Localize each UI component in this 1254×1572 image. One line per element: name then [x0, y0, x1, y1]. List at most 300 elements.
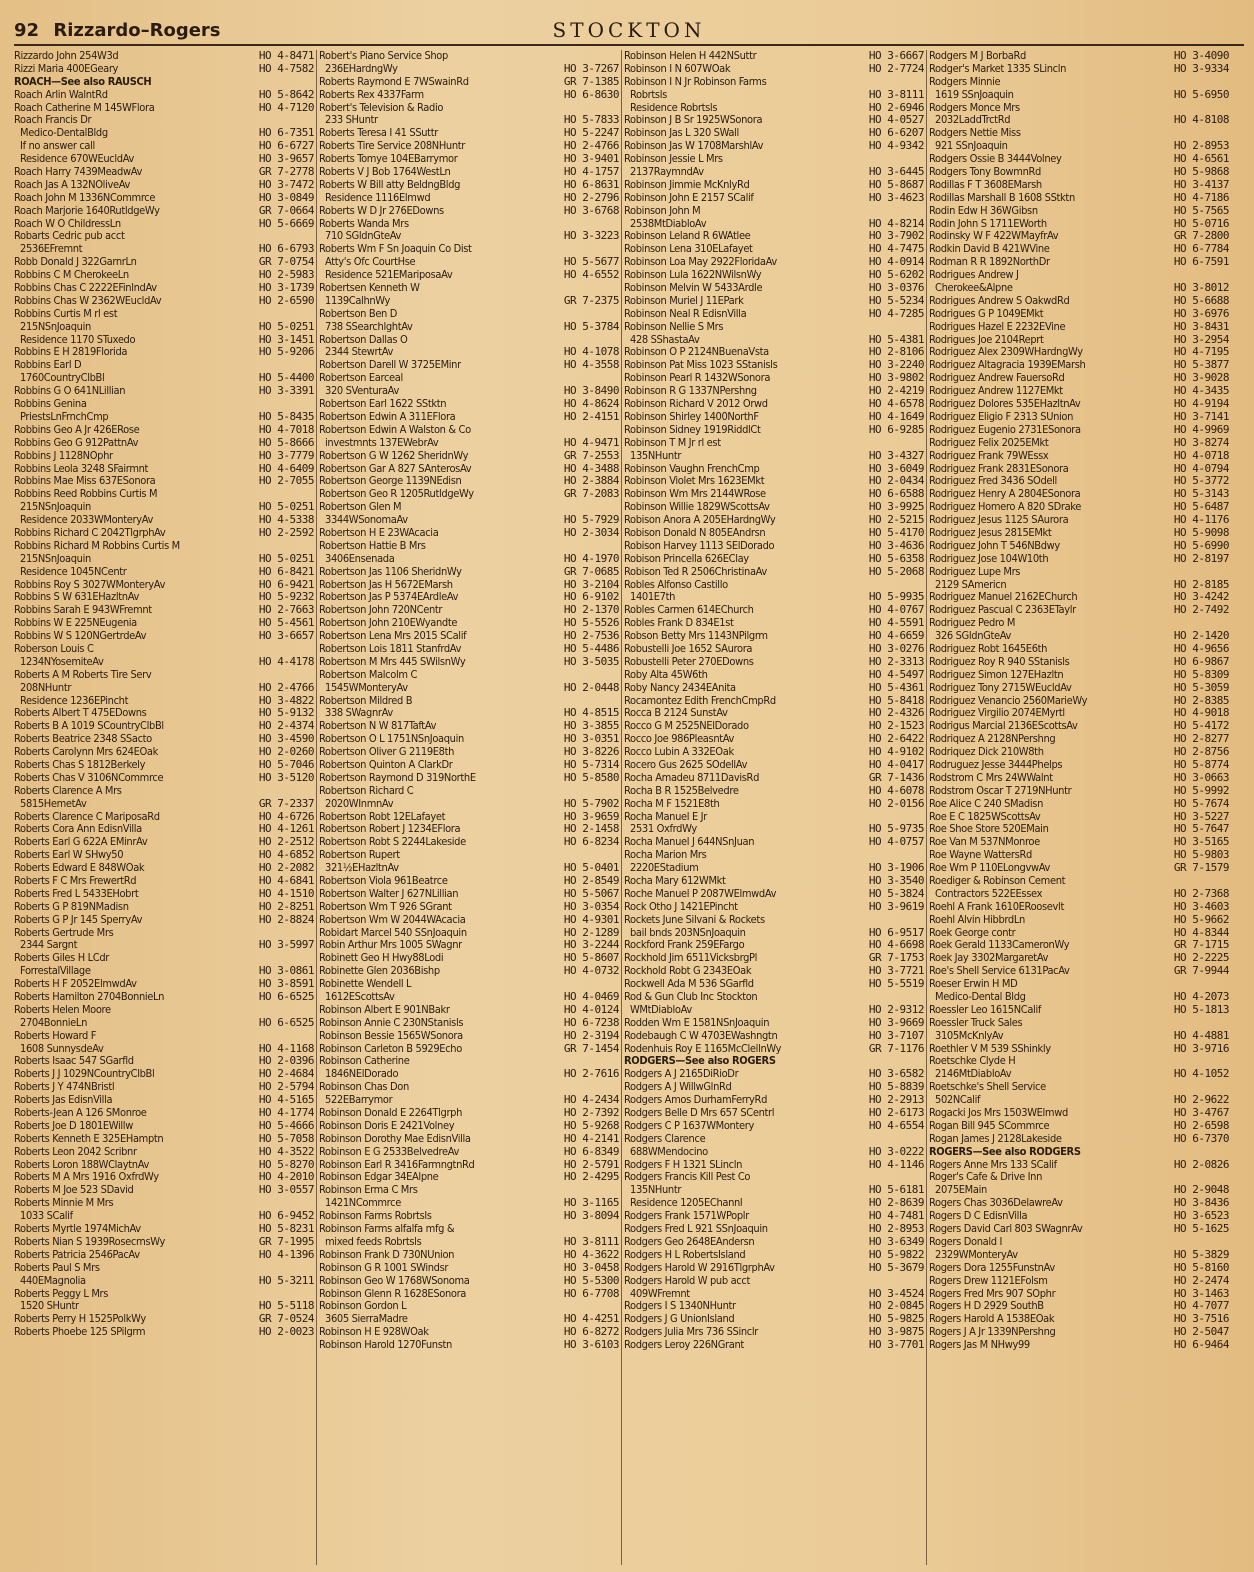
- listing-text: Roberts A M Roberts Tire Serv: [14, 668, 152, 681]
- listing-text: Roger's Cafe & Drive Inn: [929, 1171, 1043, 1184]
- listing-entry: [624, 733, 924, 746]
- listing-entry: [319, 321, 619, 334]
- phone-number: HO 3-9028: [1173, 372, 1229, 385]
- listing-entry: [929, 1133, 1229, 1146]
- listing-text: Roeser Erwin H MD: [929, 978, 1018, 991]
- listing-text: Rogacki Jos Mrs 1503WElmwd: [929, 1107, 1068, 1120]
- listing-text: Rogan James J 2128Lakeside: [929, 1132, 1062, 1145]
- listing-entry: [14, 875, 314, 888]
- phone-number: HO 4-3435: [1173, 385, 1229, 398]
- phone-number: HO 2-6598: [1173, 1119, 1229, 1132]
- listing-entry: [14, 836, 314, 849]
- phone-number: HO 4-1774: [258, 1107, 314, 1120]
- listing-entry: [319, 695, 619, 708]
- phone-number: HO 6-8272: [563, 1326, 619, 1339]
- phone-number: HO 3-4242: [1173, 591, 1229, 604]
- listing-text: Robertson M Mrs 445 SWilsnWy: [319, 655, 466, 668]
- listing-text: Roberts Earl G 622A EMinrAv: [14, 836, 148, 849]
- cross-reference: [929, 1146, 1229, 1159]
- listing-text: Robinson Pat Miss 1023 SStanisls: [624, 359, 778, 372]
- listing-entry: [929, 746, 1229, 759]
- listing-text: Robertson Quinton A ClarkDr: [319, 758, 453, 771]
- listing-entry: [319, 1184, 619, 1197]
- listing-text: Robertson Lena Mrs 2015 SCalif: [319, 630, 467, 643]
- listing-text: Roberts Wm F Sn Joaquin Co Dist: [319, 243, 472, 256]
- phone-number: HO 6-9452: [258, 1210, 314, 1223]
- listing-entry: [319, 991, 619, 1004]
- listing-text: Rodriguez Altagracia 1939EMarsh: [929, 359, 1086, 372]
- listing-entry: [14, 346, 314, 359]
- listing-text: Robinson Muriel J 11EPark: [624, 294, 744, 307]
- listing-text: Rizzi Maria 400EGeary: [14, 62, 119, 75]
- listing-text: Robbins Geo A Jr 426ERose: [14, 423, 140, 436]
- listing-entry: [319, 579, 619, 592]
- listing-text: Rodriguez John T 546NBdwy: [929, 539, 1060, 552]
- phone-number: HO 5-8687: [868, 178, 924, 191]
- phone-number: HO 2-7368: [1173, 887, 1229, 900]
- listing-entry: [319, 205, 619, 218]
- listing-entry: [929, 901, 1229, 914]
- listing-text: Rocha Amadeu 8711DavisRd: [624, 771, 760, 784]
- listing-text: If no answer call: [20, 140, 95, 153]
- listing-entry: [929, 230, 1229, 243]
- phone-number: HO 3-6667: [868, 50, 924, 62]
- listing-entry: [929, 102, 1229, 115]
- listing-entry: [929, 346, 1229, 359]
- listing-text: Rodriguez Lupe Mrs: [929, 565, 1021, 578]
- listing-entry: [14, 1055, 314, 1068]
- listing-entry: [929, 630, 1229, 643]
- phone-number: HO 5-0251: [258, 320, 314, 333]
- phone-number: HO 2-9622: [1173, 1094, 1229, 1107]
- listing-entry: [14, 1326, 314, 1339]
- listing-entry: [624, 1249, 924, 1262]
- listing-text: Robinson J B Sr 1925WSonora: [624, 114, 763, 127]
- listing-text: Rocha M F 1521E8th: [624, 797, 720, 810]
- listing-entry: [319, 759, 619, 772]
- listing-text: Rodriguez Roy R 940 SStanisls: [929, 655, 1070, 668]
- listing-entry: [319, 179, 619, 192]
- phone-number: HO 3-6103: [563, 1339, 619, 1352]
- phone-number: HO 5-7929: [563, 514, 619, 527]
- listing-entry: [929, 811, 1229, 824]
- listing-text: Contractors 522EEssex: [935, 887, 1043, 900]
- phone-number: HO 6-8234: [563, 836, 619, 849]
- listing-text: Rock Otho J 1421EPincht: [624, 900, 738, 913]
- phone-number: HO 5-8607: [563, 952, 619, 965]
- listing-text: 1846NElDorado: [325, 1068, 399, 1081]
- listing-text: Residence 1116Elmwd: [325, 191, 431, 204]
- listing-text: 1520 SHuntr: [20, 1300, 79, 1313]
- listing-text: RODGERS—See also ROGERS: [624, 1055, 776, 1068]
- listing-text: Robinson John E 2157 SCalif: [624, 191, 754, 204]
- listing-text: Rogan Bill 945 SCommrce: [929, 1119, 1050, 1132]
- listing-text: Robinson Glenn R 1628ESonora: [319, 1287, 467, 1300]
- listing-entry: [14, 372, 314, 385]
- phone-number: GR 7-1454: [563, 1042, 619, 1055]
- listing-entry: [319, 1197, 619, 1210]
- listing-entry: [319, 437, 619, 450]
- phone-number: HO 4-9102: [868, 746, 924, 759]
- listing-text: Robarts Cedric pub acct: [14, 230, 125, 243]
- phone-number: HO 4-7018: [258, 423, 314, 436]
- phone-number: HO 4-9656: [1173, 642, 1229, 655]
- phone-number: HO 3-9657: [258, 153, 314, 166]
- phone-number: HO 3-0222: [868, 1145, 924, 1158]
- phone-number: GR 7-2800: [1173, 230, 1229, 243]
- listing-text: Robbins Sarah E 943WFremnt: [14, 604, 152, 617]
- listing-text: Rogers H D 2929 SouthB: [929, 1300, 1044, 1313]
- phone-number: HO 3-8226: [563, 746, 619, 759]
- listing-entry: [319, 1171, 619, 1184]
- listing-entry: [319, 849, 619, 862]
- listing-text: Rod & Gun Club Inc Stockton: [624, 991, 758, 1004]
- listing-text: Residence 1045NCentr: [20, 565, 127, 578]
- listing-entry: [624, 295, 924, 308]
- listing-text: 2129 SAmericn: [935, 578, 1007, 591]
- listing-entry: [624, 398, 924, 411]
- listing-entry: [624, 952, 924, 965]
- listing-text: Rodrigues Hazel E 2232EVine: [929, 320, 1066, 333]
- listing-text: Rodriquez A 2128NPershng: [929, 733, 1056, 746]
- listing-text: 3605 SierraMadre: [325, 1313, 408, 1326]
- listing-text: Rodgers Amos DurhamFerryRd: [624, 1094, 767, 1107]
- listing-text: 2075EMain: [935, 1184, 987, 1197]
- listing-text: 1760CountryClbBl: [20, 372, 105, 385]
- listing-text: 1608 SunnysdeAv: [20, 1042, 104, 1055]
- listing-text: Roach John M 1336NCommrce: [14, 191, 156, 204]
- listing-text: Robinson Helen H 442NSuttr: [624, 50, 757, 62]
- listing-text: Rodman R R 1892NorthDr: [929, 256, 1050, 269]
- listing-text: Residence 1170 STuxedo: [20, 333, 136, 346]
- listing-text: Robertson Rupert: [319, 849, 400, 862]
- listing-entry: [624, 785, 924, 798]
- listing-entry: [319, 1030, 619, 1043]
- listing-entry: [929, 1300, 1229, 1313]
- listing-entry: [319, 346, 619, 359]
- listing-entry: [624, 1288, 924, 1301]
- phone-number: HO 3-9401: [563, 153, 619, 166]
- listing-text: Rocco Lubin A 332EOak: [624, 746, 734, 759]
- listing-entry: [319, 1262, 619, 1275]
- listing-text: Robertson Gar A 827 SAnterosAv: [319, 462, 472, 475]
- listing-entry: [929, 153, 1229, 166]
- phone-number: HO 4-6578: [868, 398, 924, 411]
- listing-text: Rocha Mary 612WMkt: [624, 875, 726, 887]
- listing-entry: [624, 991, 924, 1004]
- phone-number: HO 4-8471: [258, 50, 314, 62]
- phone-number: HO 5-9803: [1173, 849, 1229, 862]
- listing-entry: [319, 901, 619, 914]
- listing-text: 215NSnJoaquin: [20, 501, 91, 514]
- listing-text: Roe E C 1825WScottsAv: [929, 810, 1041, 823]
- listing-text: Robinson Jas L 320 SWall: [624, 127, 739, 140]
- listing-entry: [929, 256, 1229, 269]
- listing-entry: [319, 114, 619, 127]
- phone-number: HO 5-4561: [258, 617, 314, 630]
- listing-entry: [319, 1313, 619, 1326]
- listing-entry: [319, 1133, 619, 1146]
- listing-text: Robbins Geo G 912PattnAv: [14, 436, 139, 449]
- phone-number: HO 6-7238: [563, 1016, 619, 1029]
- listing-entry: [319, 669, 619, 682]
- listing-text: Robison Harvey 1113 SElDorado: [624, 539, 775, 552]
- listing-text: Robbins Curtis M rl est: [14, 307, 118, 320]
- listing-text: Rodriguez Manuel 2162EChurch: [929, 591, 1078, 604]
- listing-text: Robinson Dorothy Mae EdisnVilla: [319, 1132, 471, 1145]
- phone-number: GR 7-1715: [1173, 939, 1229, 952]
- listing-text: Roberts Fred L 5433EHobrt: [14, 887, 139, 900]
- phone-number: HO 3-8111: [868, 88, 924, 101]
- phone-number: HO 2-5215: [868, 514, 924, 527]
- phone-number: HO 2-5791: [563, 1158, 619, 1171]
- listing-entry: [14, 1068, 314, 1081]
- phone-number: HO 3-4590: [258, 733, 314, 746]
- listing-text: 2344 StewrtAv: [325, 346, 394, 359]
- phone-number: HO 6-7591: [1173, 256, 1229, 269]
- phone-number: HO 4-6552: [563, 269, 619, 282]
- phone-number: HO 5-4361: [868, 681, 924, 694]
- listing-text: Roberts Beatrice 2348 SSacto: [14, 733, 152, 746]
- listing-text: Robbins Richard C 2042TlgrphAv: [14, 526, 166, 539]
- listing-text: Robinson Catherine: [319, 1055, 410, 1068]
- phone-number: HO 4-3488: [563, 462, 619, 475]
- phone-number: HO 5-3679: [868, 1261, 924, 1274]
- listing-entry: [14, 1081, 314, 1094]
- listing-text: Rodriguez Jesus 1125 SAurora: [929, 514, 1069, 527]
- listing-text: Roach Catherine M 145WFlora: [14, 101, 155, 114]
- phone-number: HO 3-9334: [1173, 62, 1229, 75]
- listing-entry: [319, 475, 619, 488]
- phone-number: HO 4-7475: [868, 243, 924, 256]
- phone-number: GR 7-2083: [563, 488, 619, 501]
- listing-entry: [929, 475, 1229, 488]
- listing-text: Robinson Loa May 2922FloridaAv: [624, 256, 777, 269]
- phone-number: HO 4-8515: [563, 707, 619, 720]
- listing-entry: [14, 114, 314, 127]
- listing-entry: [14, 1133, 314, 1146]
- phone-number: HO 2-7392: [563, 1107, 619, 1120]
- phone-number: HO 4-2010: [258, 1171, 314, 1184]
- phone-number: GR 7-1995: [258, 1235, 314, 1248]
- listing-entry: [14, 656, 314, 669]
- listing-text: Roberts Clarence A Mrs: [14, 784, 122, 797]
- listing-entry: [624, 359, 924, 372]
- listing-text: Robinson I N Jr Robinson Farms: [624, 75, 767, 88]
- listing-text: Robertson G W 1262 SheridnWy: [319, 449, 469, 462]
- listing-text: Robinson Willie 1829WScottsAv: [624, 501, 770, 514]
- phone-number: GR 7-2337: [258, 797, 314, 810]
- listing-entry: [929, 218, 1229, 231]
- listing-entry: [319, 1068, 619, 1081]
- phone-number: HO 3-5997: [258, 939, 314, 952]
- cross-reference: [624, 1055, 924, 1068]
- listing-text: Roche Manuel P 2087WElmwdAv: [624, 887, 777, 900]
- phone-number: HO 2-0434: [868, 475, 924, 488]
- phone-number: HO 2-8549: [563, 875, 619, 887]
- listing-entry: [624, 1081, 924, 1094]
- phone-number: HO 6-7784: [1173, 243, 1229, 256]
- phone-number: HO 4-1168: [258, 1042, 314, 1055]
- listing-entry: [624, 1004, 924, 1017]
- phone-number: HO 5-6358: [868, 552, 924, 565]
- listing-text: Robinson Melvin W 5433Ardle: [624, 282, 763, 295]
- listing-text: Roberts Edward E 848WOak: [14, 862, 145, 875]
- listing-text: Rocha B R 1525Belvedre: [624, 784, 739, 797]
- listing-text: 921 SSnJoaquin: [935, 140, 1008, 153]
- phone-number: HO 5-9822: [868, 1248, 924, 1261]
- listing-text: Rogers Fred Mrs 907 SOphr: [929, 1287, 1056, 1300]
- listing-entry: [624, 553, 924, 566]
- listing-entry: [929, 656, 1229, 669]
- listing-text: Robson Betty Mrs 1143NPilgrm: [624, 630, 768, 643]
- listing-text: Robertson Glen M: [319, 501, 402, 514]
- listing-entry: [929, 514, 1229, 527]
- listing-entry: [929, 463, 1229, 476]
- listing-entry: [624, 205, 924, 218]
- listing-entry: [14, 901, 314, 914]
- listing-text: Robinson Violet Mrs 1623EMkt: [624, 475, 765, 488]
- listing-text: Robison Princella 626EClay: [624, 552, 749, 565]
- listing-text: Robinson I N 607WOak: [624, 62, 731, 75]
- listing-entry: [14, 1004, 314, 1017]
- listing-entry: [14, 179, 314, 192]
- listing-text: Rodgers Harold W 2916TlgrphAv: [624, 1261, 775, 1274]
- listing-entry: [929, 733, 1229, 746]
- listing-entry: [929, 1030, 1229, 1043]
- listing-entry: [319, 707, 619, 720]
- listing-text: 440EMagnolia: [20, 1274, 86, 1287]
- listing-text: Roberts Hamilton 2704BonnieLn: [14, 991, 165, 1004]
- listing-text: Roessler Truck Sales: [929, 1016, 1023, 1029]
- phone-number: HO 2-0156: [868, 797, 924, 810]
- listing-text: Robinson Wm Mrs 2144WRose: [624, 488, 766, 501]
- listing-text: Robinson Jimmie McKnlyRd: [624, 178, 750, 191]
- listing-entry: [319, 334, 619, 347]
- listing-text: Rodin John S 1711EWorth: [929, 217, 1047, 230]
- phone-number: HO 5-0401: [563, 862, 619, 875]
- listing-text: Roach Jas A 132NOliveAv: [14, 178, 130, 191]
- listing-text: Roberts Leon 2042 Scribnr: [14, 1145, 137, 1158]
- listing-text: Robertson Oliver G 2119E8th: [319, 746, 455, 759]
- listing-entry: [929, 334, 1229, 347]
- listing-entry: [624, 939, 924, 952]
- phone-number: HO 5-6990: [1173, 539, 1229, 552]
- phone-number: HO 5-8160: [1173, 1261, 1229, 1274]
- listing-entry: [319, 939, 619, 952]
- listing-entry: [929, 759, 1229, 772]
- phone-number: HO 2-4295: [563, 1171, 619, 1184]
- listing-text: Roek Jay 3302MargaretAv: [929, 952, 1049, 965]
- phone-number: HO 4-1649: [868, 410, 924, 423]
- listing-text: Roberts Patricia 2546PacAv: [14, 1248, 140, 1261]
- listing-entry: [14, 695, 314, 708]
- phone-number: HO 3-8094: [563, 1210, 619, 1223]
- listing-text: ROGERS—See also RODGERS: [929, 1145, 1081, 1158]
- listing-entry: [624, 707, 924, 720]
- phone-number: HO 5-9935: [868, 591, 924, 604]
- listing-entry: [14, 939, 314, 952]
- listing-entry: [624, 811, 924, 824]
- listing-text: Rocamontez Edith FrenchCmpRd: [624, 694, 776, 707]
- listing-text: 1545WMonteryAv: [325, 681, 408, 694]
- listing-text: 3406Ensenada: [325, 552, 395, 565]
- listing-text: Roach W O ChildressLn: [14, 217, 121, 230]
- phone-number: HO 5-5234: [868, 294, 924, 307]
- listing-text: Residence Robrtsls: [630, 101, 718, 114]
- phone-number: HO 4-5338: [258, 514, 314, 527]
- listing-text: Robertson Robert J 1234EFlora: [319, 823, 461, 836]
- phone-number: HO 4-9194: [1173, 398, 1229, 411]
- listing-entry: [624, 836, 924, 849]
- phone-number: GR 7-2553: [563, 449, 619, 462]
- listing-entry: [319, 604, 619, 617]
- listing-entry: [929, 1107, 1229, 1120]
- listing-text: Robbins G O 641NLillian: [14, 385, 126, 398]
- listing-text: Robinson Jessie L Mrs: [624, 153, 723, 166]
- listing-entry: [319, 1081, 619, 1094]
- listing-text: 1139CalhnWy: [325, 294, 391, 307]
- phone-number: GR 7-2778: [258, 166, 314, 179]
- listing-text: Robinson G R 1001 SWindsr: [319, 1261, 449, 1274]
- phone-number: HO 2-5794: [258, 1081, 314, 1094]
- phone-number: HO 2-3034: [563, 526, 619, 539]
- listing-entry: [929, 720, 1229, 733]
- phone-number: GR 7-1436: [868, 771, 924, 784]
- listing-entry: [14, 230, 314, 243]
- phone-number: GR 7-2375: [563, 294, 619, 307]
- phone-number: HO 2-2225: [1173, 952, 1229, 965]
- listing-entry: [14, 682, 314, 695]
- listing-text: Roberts W D Jr 276EDowns: [319, 204, 444, 217]
- listing-entry: [624, 501, 924, 514]
- listing-entry: [319, 256, 619, 269]
- listing-text: 338 SWagnrAv: [325, 707, 393, 720]
- listing-text: Rocha Marion Mrs: [624, 849, 707, 862]
- phone-number: HO 5-7902: [563, 797, 619, 810]
- listing-text: Roessler Leo 1615NCalif: [929, 1003, 1041, 1016]
- listing-text: Robinson Earl R 3416FarmngtnRd: [319, 1158, 475, 1171]
- listing-entry: [624, 1236, 924, 1249]
- listing-text: Roberts Wanda Mrs: [319, 217, 409, 230]
- phone-number: HO 3-0557: [258, 1184, 314, 1197]
- phone-number: HO 4-1396: [258, 1248, 314, 1261]
- listing-text: Robles Carmen 614EChurch: [624, 604, 754, 617]
- listing-entry: [14, 798, 314, 811]
- phone-number: HO 2-2082: [258, 862, 314, 875]
- city-title: STOCKTON: [552, 18, 706, 42]
- phone-number: HO 3-1906: [868, 862, 924, 875]
- listing-text: Medico-Dental Bldg: [935, 991, 1026, 1004]
- listing-entry: [14, 772, 314, 785]
- listing-entry: [319, 811, 619, 824]
- phone-number: HO 4-6561: [1173, 153, 1229, 166]
- phone-number: HO 2-8185: [1173, 578, 1229, 591]
- phone-number: HO 5-6688: [1173, 294, 1229, 307]
- phone-number: HO 2-0023: [258, 1326, 314, 1339]
- phone-number: HO 5-0251: [258, 552, 314, 565]
- listing-entry: [14, 1313, 314, 1326]
- listing-entry: [929, 707, 1229, 720]
- phone-number: GR 7-1176: [868, 1042, 924, 1055]
- listing-text: 2020WInmnAv: [325, 797, 394, 810]
- listing-text: 522EBarrymor: [325, 1094, 393, 1107]
- listing-text: Robinson Albert E 901NBakr: [319, 1003, 450, 1016]
- listing-text: Robinson Neal R EdisnVilla: [624, 307, 747, 320]
- phone-number: HO 3-1739: [258, 282, 314, 295]
- listing-entry: [929, 836, 1229, 849]
- listing-text: Rodin Edw H 36WGibsn: [929, 204, 1038, 217]
